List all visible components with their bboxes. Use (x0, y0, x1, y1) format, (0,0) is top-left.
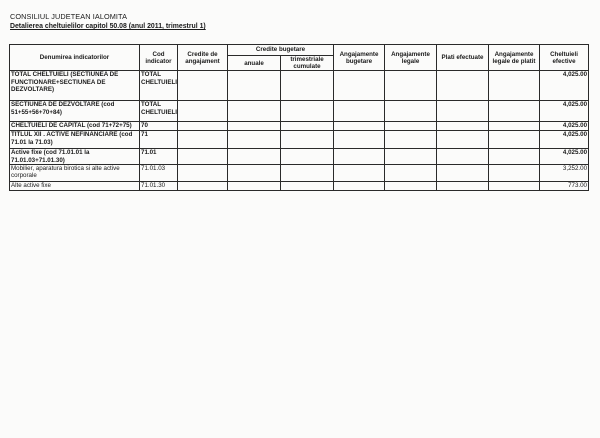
row-angajamente-de-platit (489, 122, 540, 131)
row-plati-efectuate (437, 164, 489, 181)
row-plati-efectuate (437, 101, 489, 122)
row-code: TOTAL CHELTUIELI (140, 101, 178, 122)
row-plati-efectuate (437, 71, 489, 101)
row-code: 71 (140, 131, 178, 149)
header-plati-efectuate: Plati efectuate (437, 45, 489, 71)
table-row (10, 149, 589, 164)
row-trimestriale (281, 131, 334, 149)
row-angajamente-legale (385, 71, 437, 101)
row-credite-angajament (178, 71, 228, 101)
header-cheltuieli-efective: Cheltuieli efective (540, 45, 589, 71)
row-trimestriale (281, 149, 334, 164)
row-angajamente-de-platit (489, 164, 540, 181)
row-cheltuieli-efective: 4,025.00 (540, 101, 589, 122)
row-angajamente-bugetare (334, 131, 385, 149)
row-angajamente-de-platit (489, 101, 540, 122)
row-trimestriale (281, 122, 334, 131)
row-cheltuieli-efective: 4,025.00 (540, 71, 589, 101)
row-angajamente-de-platit (489, 149, 540, 164)
row-trimestriale (281, 71, 334, 101)
row-angajamente-legale (385, 181, 437, 190)
row-code: 71.01.03 (140, 164, 178, 181)
row-code: 70 (140, 122, 178, 131)
row-angajamente-bugetare (334, 71, 385, 101)
table-row (10, 164, 589, 181)
row-plati-efectuate (437, 149, 489, 164)
header-angajamente-legale: Angajamente legale (385, 45, 437, 71)
row-trimestriale (281, 101, 334, 122)
row-angajamente-legale (385, 122, 437, 131)
row-name: SECTIUNEA DE DEZVOLTARE (cod 51+55+56+70+84) (10, 101, 140, 122)
row-angajamente-legale (385, 101, 437, 122)
row-angajamente-bugetare (334, 164, 385, 181)
row-anuale (228, 122, 281, 131)
table-row (10, 131, 589, 149)
header-anuale: anuale (228, 56, 281, 71)
row-anuale (228, 71, 281, 101)
header-angajamente-bugetare: Angajamente bugetare (334, 45, 385, 71)
row-credite-angajament (178, 181, 228, 190)
row-name: TOTAL CHELTUIELI (SECTIUNEA DE FUNCTIONARE+SECTIUNEA DE DEZVOLTARE) (10, 71, 140, 101)
row-name: Active fixe (cod 71.01.01 la 71.01.03+71.01.30) (10, 149, 140, 164)
row-angajamente-bugetare (334, 181, 385, 190)
table-row (10, 181, 589, 190)
row-code: 71.01 (140, 149, 178, 164)
row-angajamente-de-platit (489, 131, 540, 149)
institution-name: CONSILIUL JUDETEAN IALOMITA (10, 12, 128, 21)
row-anuale (228, 181, 281, 190)
row-credite-angajament (178, 101, 228, 122)
row-angajamente-bugetare (334, 122, 385, 131)
row-cheltuieli-efective: 4,025.00 (540, 122, 589, 131)
row-credite-angajament (178, 122, 228, 131)
row-plati-efectuate (437, 122, 489, 131)
table-row (10, 122, 589, 131)
row-credite-angajament (178, 164, 228, 181)
row-cheltuieli-efective: 773.00 (540, 181, 589, 190)
row-trimestriale (281, 164, 334, 181)
header-credite-bugetare: Credite bugetare (228, 45, 334, 56)
header-code: Cod indicator (140, 45, 178, 71)
row-anuale (228, 149, 281, 164)
table-row (10, 101, 589, 122)
row-cheltuieli-efective: 4,025.00 (540, 149, 589, 164)
row-anuale (228, 164, 281, 181)
row-name: TITLUL XII . ACTIVE NEFINANCIARE (cod 71.01 la 71.03) (10, 131, 140, 149)
row-angajamente-bugetare (334, 149, 385, 164)
header-credite-angajament: Credite de angajament (178, 45, 228, 71)
row-plati-efectuate (437, 181, 489, 190)
report-title: Detalierea cheltuielilor capitol 50.08 (anul 2011, trimestrul 1) (10, 23, 206, 30)
row-trimestriale (281, 181, 334, 190)
table-row (10, 71, 589, 101)
row-anuale (228, 131, 281, 149)
row-angajamente-legale (385, 149, 437, 164)
budget-table (9, 44, 589, 191)
row-name: CHELTUIELI DE CAPITAL (cod 71+72+75) (10, 122, 140, 131)
row-code: TOTAL CHELTUIELI (140, 71, 178, 101)
row-name: Mobilier, aparatura birotica si alte active corporale (10, 164, 140, 181)
row-credite-angajament (178, 131, 228, 149)
row-plati-efectuate (437, 131, 489, 149)
row-credite-angajament (178, 149, 228, 164)
row-cheltuieli-efective: 4,025.00 (540, 131, 589, 149)
header-trimestriale: trimestriale cumulate (281, 56, 334, 71)
header-name: Denumirea indicatorilor (10, 45, 140, 71)
row-angajamente-legale (385, 131, 437, 149)
row-anuale (228, 101, 281, 122)
header-angajamente-de-platit: Angajamente legale de platit (489, 45, 540, 71)
row-cheltuieli-efective: 3,252.00 (540, 164, 589, 181)
row-angajamente-de-platit (489, 181, 540, 190)
row-angajamente-de-platit (489, 71, 540, 101)
row-angajamente-legale (385, 164, 437, 181)
row-code: 71.01.30 (140, 181, 178, 190)
row-angajamente-bugetare (334, 101, 385, 122)
row-name: Alte active fixe (10, 181, 140, 190)
